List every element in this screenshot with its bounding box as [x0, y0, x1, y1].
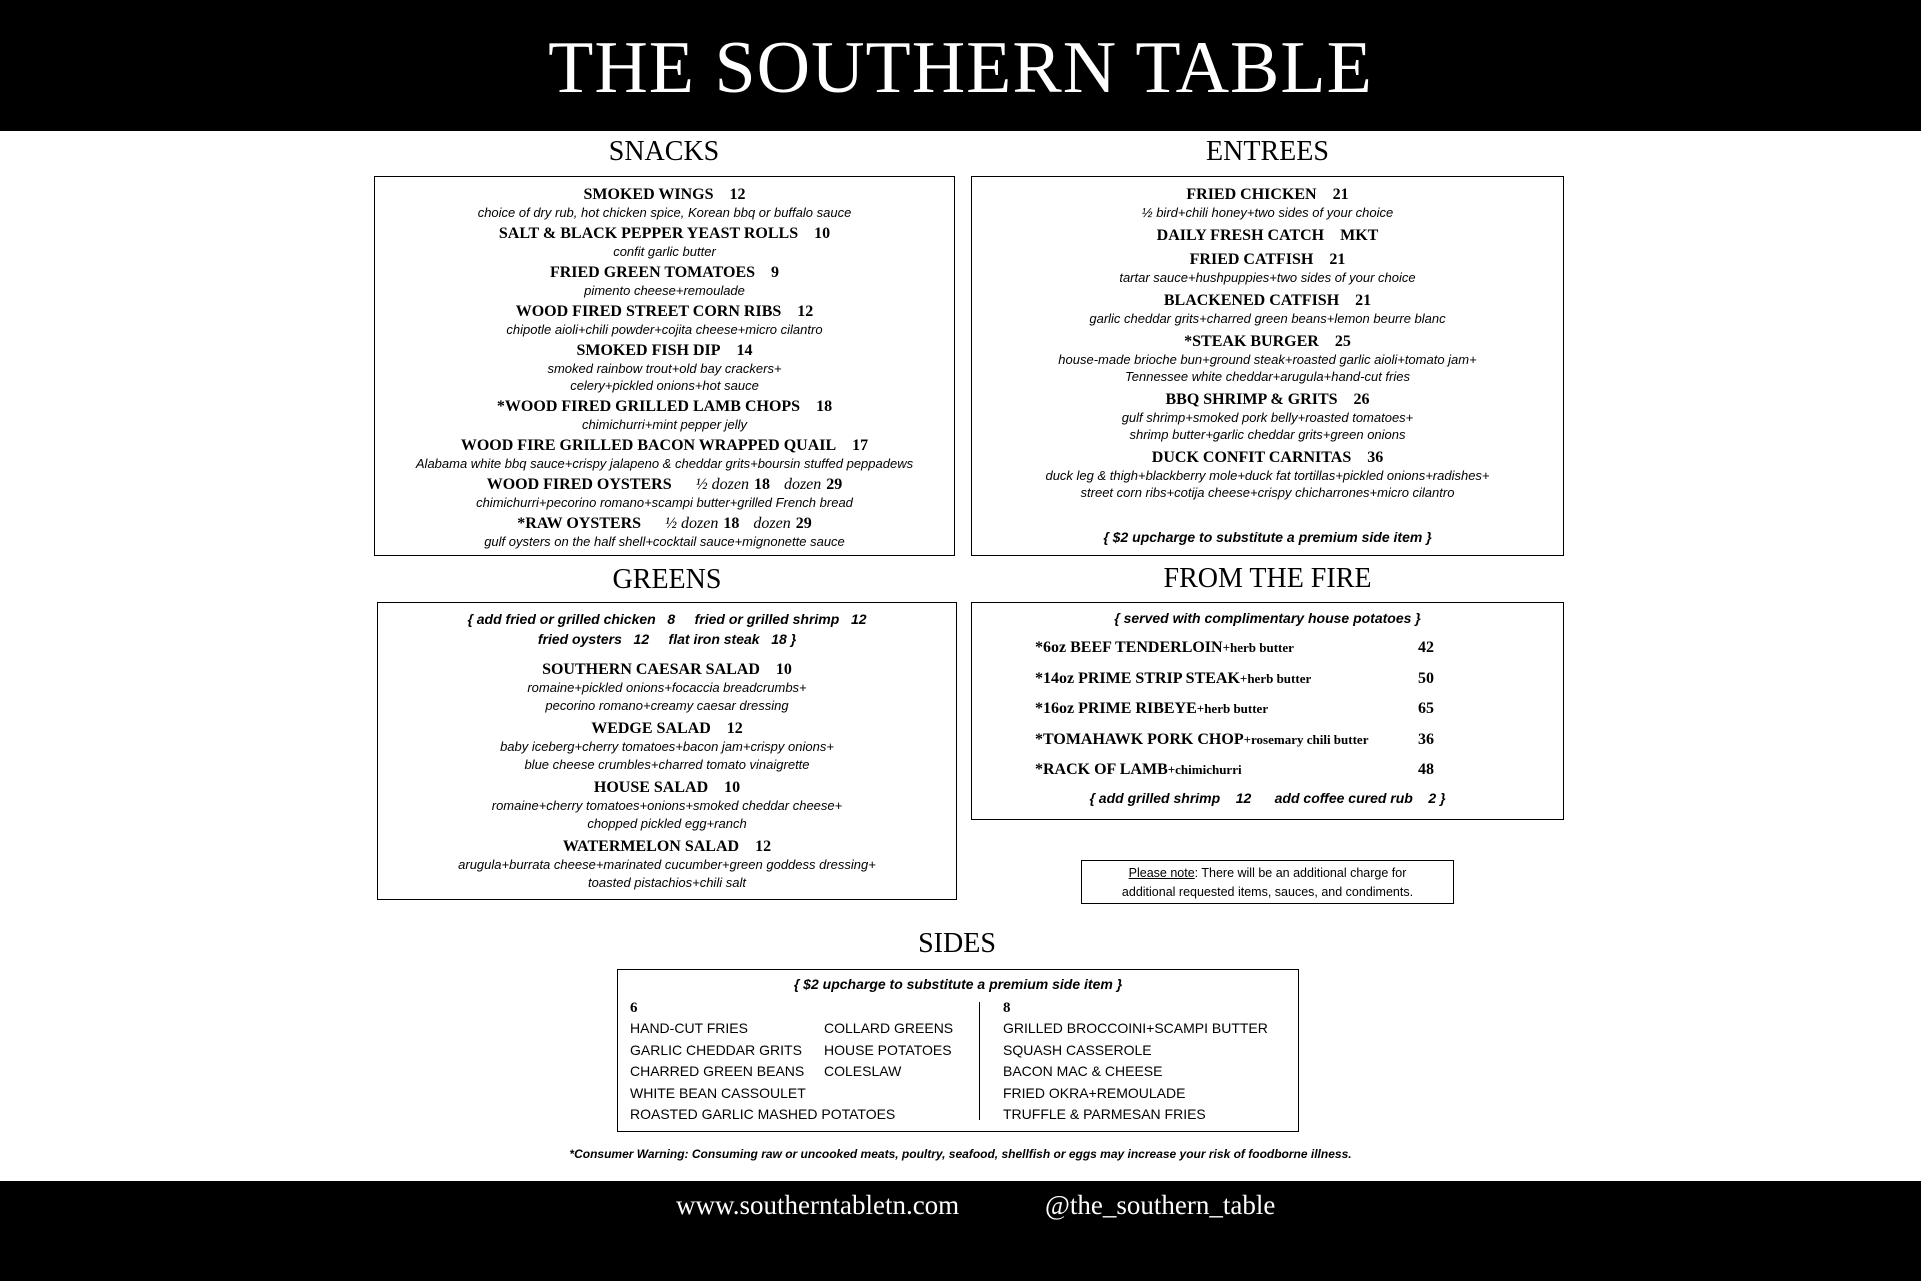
- header-bar: [0, 0, 1921, 131]
- item-description: Tennessee white cheddar+arugula+hand-cut fries: [1125, 369, 1410, 384]
- side-item: COLLARD GREENS: [824, 1020, 954, 1036]
- sides-box: [617, 969, 1299, 1132]
- side-item: COLESLAW: [824, 1063, 902, 1079]
- item-description: duck leg & thigh+blackberry mole+duck fat tortillas+pickled onions+radishes+: [1045, 468, 1490, 483]
- item-price: 10: [775, 661, 792, 678]
- item-price: 25: [1334, 333, 1351, 350]
- fire-item-name: *6oz BEEF TENDERLOIN: [1035, 639, 1223, 656]
- side-item: SQUASH CASSEROLE: [1003, 1041, 1152, 1058]
- fire-item-extra: +herb butter: [1239, 670, 1312, 686]
- dozen-label: dozen: [783, 476, 822, 493]
- item-name: DAILY FRESH CATCH: [1156, 227, 1325, 244]
- item-price: 12: [726, 720, 743, 737]
- item-line: [378, 779, 956, 797]
- menu-item: [972, 333, 1563, 385]
- sides-divider: [979, 1002, 980, 1120]
- please-note-label: Please note: [1128, 866, 1195, 880]
- dozen-price: 29: [795, 515, 812, 532]
- fire-note: { served with complimentary house potatoes }: [1114, 610, 1421, 626]
- side-item: CHARRED GREEN BEANS: [630, 1063, 805, 1079]
- item-line: [378, 838, 956, 856]
- website-link[interactable]: www.southerntabletn.com: [676, 1190, 960, 1220]
- sides-heading: SIDES: [918, 928, 996, 959]
- fire-item: [1035, 731, 1455, 749]
- fire-box: [971, 602, 1564, 820]
- restaurant-title: THE SOUTHERN TABLE: [548, 27, 1373, 109]
- item-name: *WOOD FIRED GRILLED LAMB CHOPS: [496, 398, 801, 415]
- item-description: chimichurri+mint pepper jelly: [581, 417, 748, 432]
- item-name: HOUSE SALAD: [593, 779, 709, 796]
- item-name: BLACKENED CATFISH: [1163, 292, 1340, 309]
- fire-heading: FROM THE FIRE: [1163, 563, 1372, 594]
- item-price: 17: [852, 437, 869, 454]
- item-description: baby iceberg+cherry tomatoes+bacon jam+crispy onions+: [500, 739, 834, 754]
- item-name: SMOKED FISH DIP: [576, 342, 721, 359]
- item-line: [378, 661, 956, 679]
- side-item: WHITE BEAN CASSOULET: [630, 1084, 806, 1101]
- sides-column-3: [1003, 1018, 1268, 1126]
- item-description: blue cheese crumbles+charred tomato vinaigrette: [524, 756, 810, 772]
- item-price: 21: [1332, 186, 1349, 203]
- item-price: 12: [797, 303, 814, 320]
- side-item: HOUSE POTATOES: [824, 1041, 952, 1058]
- item-name: WOOD FIRED OYSTERS: [486, 476, 672, 493]
- fire-item: [1035, 761, 1455, 779]
- item-description: gulf oysters on the half shell+cocktail sauce+mignonette sauce: [484, 534, 845, 549]
- menu-item: [972, 186, 1563, 221]
- item-name: FRIED GREEN TOMATOES: [549, 264, 756, 281]
- menu-item: [375, 264, 954, 299]
- menu-item: [378, 838, 956, 891]
- item-description: tartar sauce+hushpuppies+two sides of your choice: [1119, 270, 1416, 285]
- fire-item-price: 42: [1418, 639, 1434, 656]
- item-description: celery+pickled onions+hot sauce: [570, 378, 759, 393]
- menu-item: [375, 515, 954, 550]
- fire-item-price: 50: [1418, 669, 1434, 687]
- item-name: SOUTHERN CAESAR SALAD: [542, 661, 760, 678]
- item-description: garlic cheddar grits+charred green beans+lemon beurre blanc: [1089, 311, 1446, 326]
- item-price: 10: [724, 779, 741, 796]
- item-description: arugula+burrata cheese+marinated cucumber+green goddess dressing+: [458, 857, 876, 872]
- greens-addon-line: { add fried or grilled chicken 8 fried or grilled shrimp 12: [467, 611, 867, 627]
- item-line: [972, 292, 1563, 310]
- item-name: FRIED CATFISH: [1189, 251, 1314, 268]
- item-description: chipotle aioli+chili powder+cojita cheese+micro cilantro: [506, 322, 823, 337]
- item-line: [972, 449, 1563, 467]
- greens-heading: GREENS: [612, 564, 722, 595]
- item-price: 21: [1355, 292, 1372, 309]
- item-name: *STEAK BURGER: [1184, 333, 1319, 350]
- fire-item-price: 48: [1418, 761, 1434, 778]
- item-price: 26: [1353, 391, 1370, 408]
- item-name: WATERMELON SALAD: [562, 838, 740, 855]
- item-price: 36: [1367, 449, 1384, 466]
- menu-item: [375, 186, 954, 221]
- item-line: [972, 251, 1563, 269]
- item-name: FRIED CHICKEN: [1186, 186, 1317, 203]
- item-description: shrimp butter+garlic cheddar grits+green onions: [1129, 427, 1406, 442]
- menu-item: [375, 437, 954, 472]
- half-dozen-price: 18: [723, 515, 740, 532]
- entrees-list: [972, 177, 1563, 501]
- greens-addon-line: fried oysters 12 flat iron steak 18 }: [537, 631, 797, 647]
- item-name: WOOD FIRED STREET CORN RIBS: [515, 303, 782, 320]
- snacks-box: [374, 176, 955, 556]
- sides-note: { $2 upcharge to substitute a premium side item }: [793, 976, 1123, 992]
- fire-item-name: *RACK OF LAMB: [1035, 761, 1168, 778]
- item-name: SALT & BLACK PEPPER YEAST ROLLS: [498, 225, 799, 242]
- entrees-heading: ENTREES: [1206, 136, 1329, 167]
- snacks-heading: SNACKS: [608, 136, 720, 167]
- entrees-box: [971, 176, 1564, 556]
- item-description: gulf shrimp+smoked pork belly+roasted tomatoes+: [1121, 410, 1414, 425]
- menu-item: [375, 342, 954, 394]
- item-description: toasted pistachios+chili salt: [588, 874, 746, 890]
- menu-item: [972, 292, 1563, 327]
- side-item: BACON MAC & CHEESE: [1003, 1063, 1163, 1079]
- side-item: TRUFFLE & PARMESAN FRIES: [1003, 1106, 1206, 1122]
- half-dozen-price: 18: [753, 476, 770, 493]
- fire-item-name: *16oz PRIME RIBEYE: [1035, 700, 1197, 717]
- fire-addons: { add grilled shrimp 12 add coffee cured rub 2 }: [1089, 790, 1446, 806]
- item-price: 12: [729, 186, 746, 203]
- menu-item: [375, 303, 954, 338]
- side-item: GRILLED BROCCOINI+SCAMPI BUTTER: [1003, 1020, 1268, 1036]
- item-price: 18: [816, 398, 833, 415]
- item-description: house-made brioche bun+ground steak+roasted garlic aioli+tomato jam+: [1058, 352, 1477, 367]
- item-name: DUCK CONFIT CARNITAS: [1151, 449, 1352, 466]
- item-line: [375, 342, 954, 360]
- entrees-upcharge-note: { $2 upcharge to substitute a premium side item }: [1103, 529, 1432, 545]
- item-description: romaine+pickled onions+focaccia breadcrumbs+: [527, 680, 807, 695]
- sides-price-6: 6: [630, 1000, 638, 1016]
- item-line: [375, 437, 954, 455]
- item-line: [375, 225, 954, 243]
- item-line: [375, 476, 954, 494]
- item-price: 9: [771, 264, 780, 281]
- item-description: Alabama white bbq sauce+crispy jalapeno & cheddar grits+boursin stuffed peppadews: [415, 456, 914, 471]
- dozen-label: dozen: [753, 515, 791, 532]
- item-line: [375, 515, 954, 533]
- item-description: romaine+cherry tomatoes+onions+smoked cheddar cheese+: [491, 798, 843, 813]
- menu-item: [378, 779, 956, 832]
- dozen-price: 29: [826, 476, 843, 493]
- half-dozen-label: ½ dozen: [695, 476, 749, 493]
- fire-item: [1035, 670, 1455, 688]
- fire-item-extra: +herb butter: [1222, 640, 1294, 655]
- item-price: 10: [814, 225, 831, 242]
- item-name: WEDGE SALAD: [591, 720, 711, 737]
- fire-item-extra: +chimichurri: [1167, 762, 1242, 777]
- item-description: confit garlic butter: [613, 244, 716, 259]
- please-note-line2: additional requested items, sauces, and condiments.: [1121, 885, 1414, 899]
- half-dozen-label: ½ dozen: [665, 515, 719, 532]
- side-item: ROASTED GARLIC MASHED POTATOES: [630, 1106, 896, 1122]
- item-description: chimichurri+pecorino romano+scampi butter+grilled French bread: [476, 495, 853, 510]
- item-line: [375, 264, 954, 282]
- item-line: [378, 720, 956, 738]
- greens-box: [377, 602, 957, 900]
- item-description: choice of dry rub, hot chicken spice, Korean bbq or buffalo sauce: [477, 205, 852, 220]
- menu-item: [972, 227, 1563, 245]
- item-price: 21: [1329, 251, 1346, 268]
- item-description: smoked rainbow trout+old bay crackers+: [547, 361, 782, 376]
- item-name: SMOKED WINGS: [583, 186, 714, 203]
- menu-item: [375, 398, 954, 433]
- item-name: BBQ SHRIMP & GRITS: [1165, 391, 1338, 408]
- sides-column-2: [824, 1018, 953, 1083]
- greens-addons: [378, 603, 956, 649]
- menu-item: [972, 391, 1563, 443]
- item-price: 12: [755, 838, 772, 855]
- fire-item-extra: +rosemary chili butter: [1243, 731, 1369, 747]
- item-name: WOOD FIRE GRILLED BACON WRAPPED QUAIL: [460, 437, 837, 454]
- fire-item-name: *TOMAHAWK PORK CHOP: [1035, 730, 1244, 748]
- please-note-line1: : There will be an additional charge for: [1194, 866, 1407, 880]
- menu-item: [972, 449, 1563, 501]
- item-name: *RAW OYSTERS: [517, 515, 642, 532]
- item-description: pimento cheese+remoulade: [584, 283, 745, 298]
- item-line: [972, 227, 1563, 245]
- side-item: HAND-CUT FRIES: [630, 1020, 748, 1036]
- greens-list: [378, 649, 956, 891]
- item-line: [375, 398, 954, 416]
- fire-item: [1035, 700, 1455, 718]
- item-description: street corn ribs+cotija cheese+crispy chicharrones+micro cilantro: [1080, 485, 1455, 500]
- item-description: chopped pickled egg+ranch: [587, 815, 747, 831]
- please-note-box: [1081, 860, 1454, 904]
- item-price: 14: [736, 342, 753, 359]
- item-line: [972, 391, 1563, 409]
- menu-item: [378, 661, 956, 714]
- item-line: [375, 186, 954, 204]
- fire-item: [1035, 639, 1455, 657]
- item-line: [375, 303, 954, 321]
- fire-item-name: *14oz PRIME STRIP STEAK: [1035, 669, 1240, 687]
- item-description: pecorino romano+creamy caesar dressing: [545, 697, 789, 713]
- fire-item-extra: +herb butter: [1196, 701, 1269, 716]
- social-handle[interactable]: @the_southern_table: [1045, 1190, 1276, 1220]
- item-line: [972, 186, 1563, 204]
- snacks-list: [375, 177, 954, 550]
- item-line: [972, 333, 1563, 351]
- menu-item: [375, 476, 954, 511]
- menu-item: [375, 225, 954, 260]
- side-item: FRIED OKRA+REMOULADE: [1003, 1084, 1186, 1101]
- item-price: MKT: [1340, 227, 1379, 244]
- item-description: ½ bird+chili honey+two sides of your choice: [1141, 205, 1394, 220]
- fire-item-price: 65: [1418, 700, 1434, 717]
- consumer-warning: *Consumer Warning: Consuming raw or uncooked meats, poultry, seafood, shellfish or eggs may increase your risk of foodborne illness.: [569, 1147, 1352, 1161]
- menu-item: [378, 720, 956, 773]
- footer-bar: [0, 1181, 1921, 1281]
- sides-price-8: 8: [1003, 1000, 1011, 1016]
- side-item: GARLIC CHEDDAR GRITS: [630, 1041, 802, 1058]
- fire-item-price: 36: [1418, 730, 1434, 748]
- menu-item: [972, 251, 1563, 286]
